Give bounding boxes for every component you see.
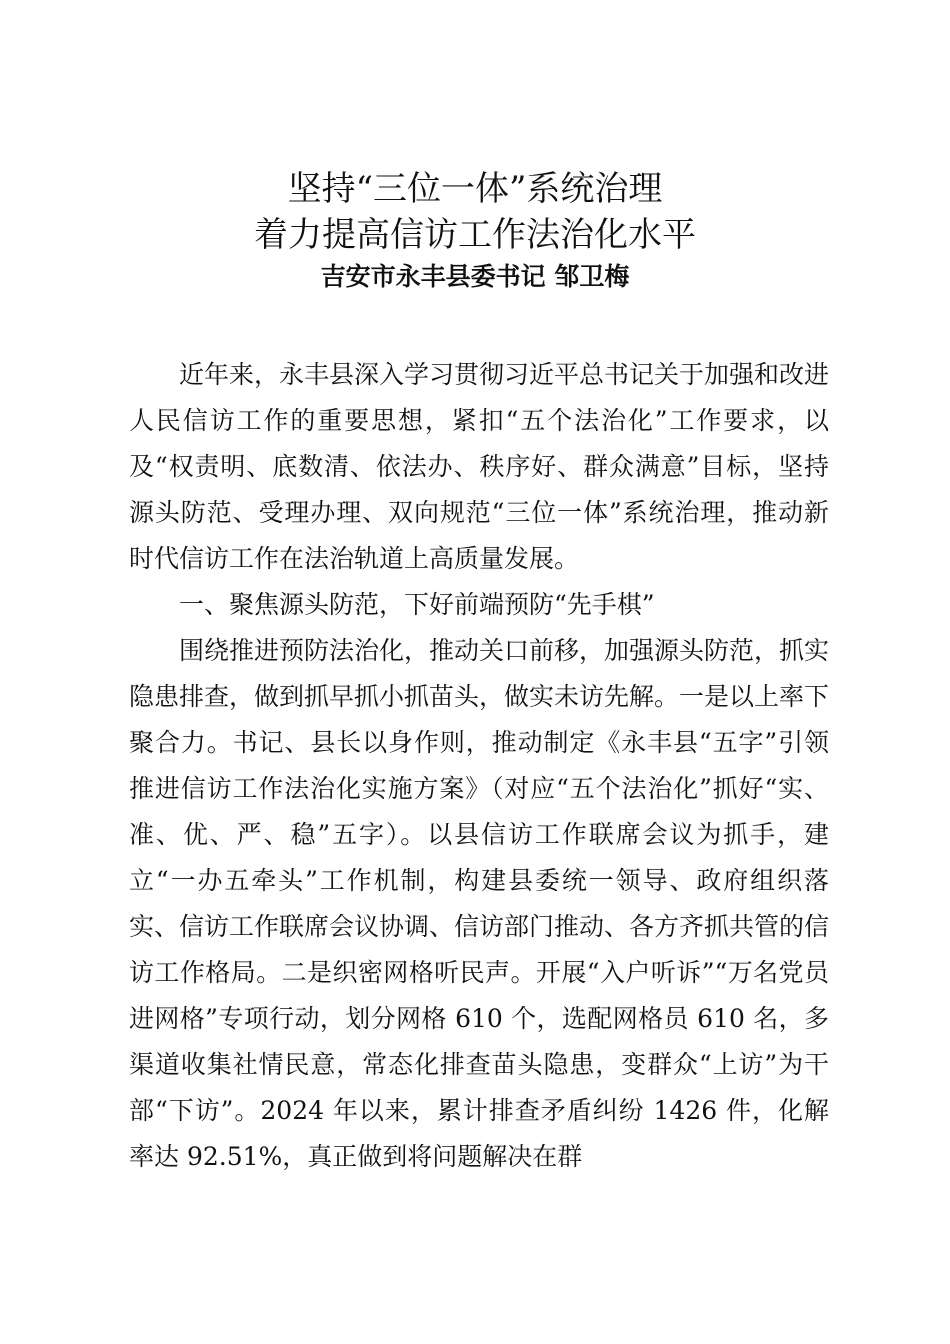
author-line: 吉安市永丰县委书记 邹卫梅 [320, 262, 630, 291]
title-line-1: 坚持“三位一体”系统治理 [287, 169, 663, 209]
intro-paragraph: 近年来，永丰县深入学习贯彻习近平总书记关于加强和改进人民信访工作的重要思想，紧扣“五个法治化”工作要求，以及“权责明、底数清、依法办、秩序好、群众满意”目标，坚持源头防范、受理办理、双向规范“三位一体”系统治理，推动新时代信访工作在法治轨道上高质量发展。 [129, 360, 830, 573]
title-line-2: 着力提高信访工作法治化水平 [254, 215, 696, 255]
document-body [129, 352, 829, 1180]
title-block [0, 166, 950, 296]
section-1-paragraph: 围绕推进预防法治化，推动关口前移，加强源头防范，抓实隐患排查，做到抓早抓小抓苗头，做实未访先解。一是以上率下聚合力。书记、县长以身作则，推动制定《永丰县“五字”引领推进信访工作法治化实施方案》（对应“五个法治化”抓好“实、准、优、严、稳”五字）。以县信访工作联席会议为抓手，建立“一办五牵头”工作机制，构建县委统一领导、政府组织落实、信访工作联席会议协调、信访部门推动、各方齐抓共管的信访工作格局。二是织密网格听民声。开展“入户听诉”“万名党员进网格”专项行动，划分网格 610 个，选配网格员 610 名，多渠道收集社情民意，常态化排查苗头隐患，变群众“上访”为干部“下访”。2024 年以来，累计排查矛盾纠纷 1426 件，化解率达 92.51%，真正做到将问题解决在群 [129, 636, 830, 1171]
section-1-heading: 一、聚焦源头防范，下好前端预防“先手棋” [179, 590, 655, 619]
